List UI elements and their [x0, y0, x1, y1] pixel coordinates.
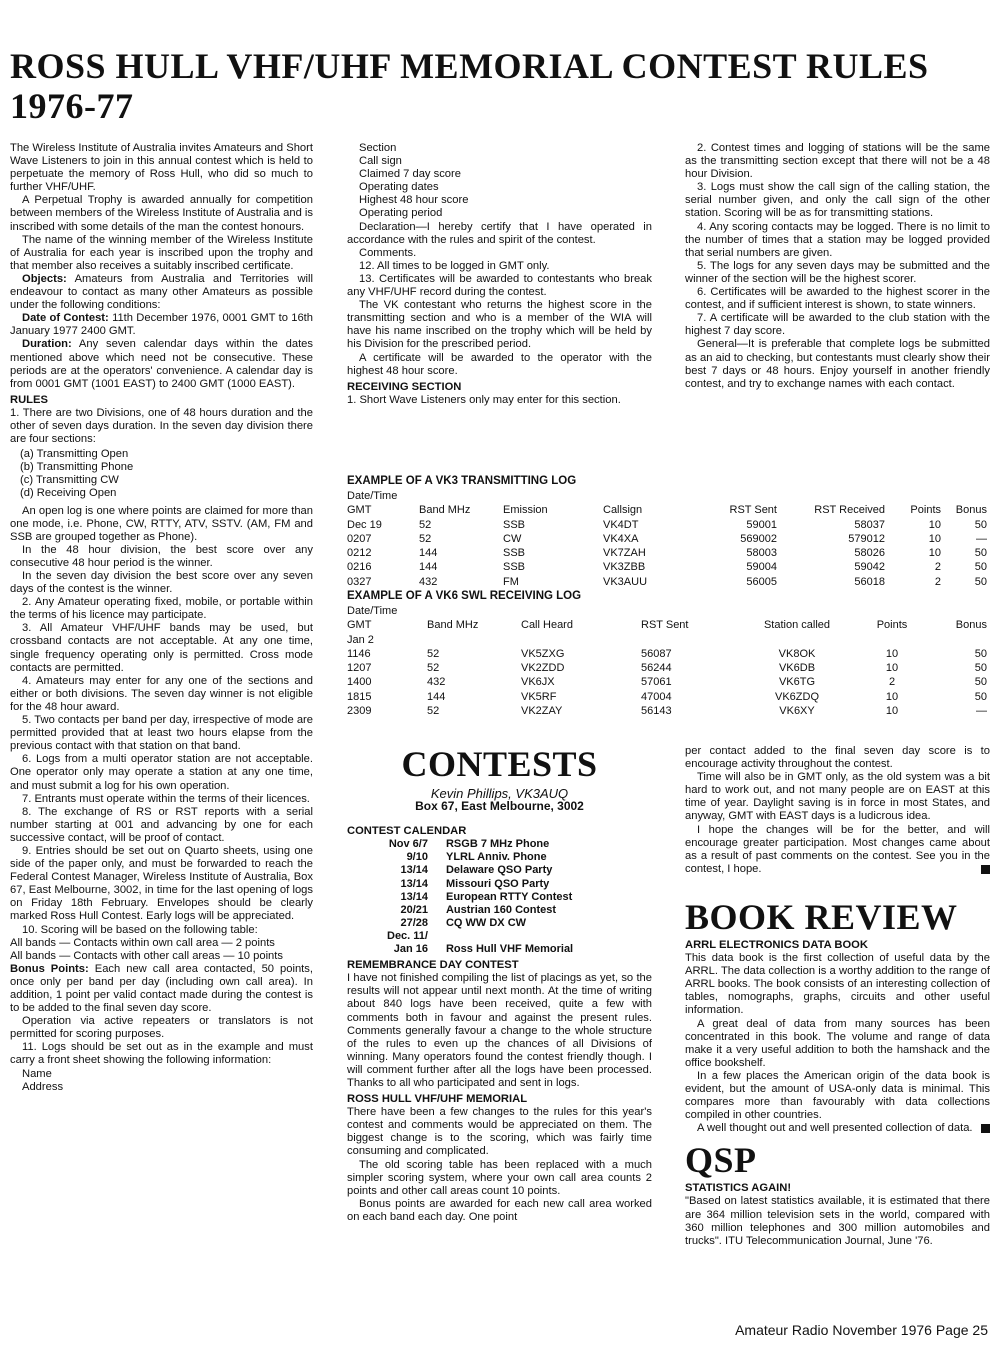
list-item: (c) Transmitting CW — [20, 474, 119, 487]
table-cell: VK6TG — [778, 676, 816, 689]
comments: Comments. — [359, 246, 417, 259]
table-row — [347, 661, 987, 675]
table-cell: 0207 — [347, 532, 372, 545]
calendar-date: 13/14 — [400, 864, 428, 877]
log-date: Jan 2 — [347, 633, 374, 646]
qsp-heading: QSP — [685, 1140, 757, 1181]
calendar-event: YLRL Anniv. Phone — [445, 851, 547, 864]
book-review-3: In a few places the American origin of the data book is evident, but the amount of USA-only data is minimal. This compares more than favourably with data collections compiled in other countries. — [685, 1069, 990, 1122]
calendar-item — [387, 917, 577, 930]
table-cell: 10 — [885, 647, 899, 660]
tx-log-title: EXAMPLE OF A VK3 TRANSMITTING LOG — [347, 475, 577, 487]
contests-gmt: Time will also be in GMT only, as the old system was a bit hard to work out, and not many people are on EAST at this time of year. Daylight saving is in force in most States, and anyway, GMT with EAST days is a ludicrous idea. — [685, 771, 990, 823]
table-row — [347, 690, 987, 704]
calendar-date: 13/14 — [400, 877, 428, 890]
rule-6: 6. Logs from a multi operator station are not acceptable. One operator only may operate a station at any one time, and must submit a log for his own operation. — [10, 753, 313, 792]
duration: Duration: Any seven calendar days within the dates mentioned above which need not be consecutive. These periods are at the operators' convenience. A calendar day is from 0001 GMT (1001 EAST) to 2400 GMT (1000 EAST). — [10, 338, 313, 390]
table-row — [347, 647, 987, 661]
list-item: Call sign — [359, 155, 402, 168]
table-cell: 50 — [974, 518, 987, 531]
table-cell: 56018 — [854, 575, 885, 588]
contests-closing: I hope the changes will be for the better, and will encourage greater participation. Most changes came about as a result of past comments on the contest. See you in the contest, I hope. — [685, 823, 990, 875]
receiving-heading: RECEIVING SECTION — [347, 380, 462, 393]
table-row — [347, 489, 987, 503]
rules-heading: RULES — [10, 393, 48, 406]
column-header: GMT — [347, 619, 372, 632]
table-cell: 47004 — [641, 690, 672, 703]
front-sheet-list — [359, 142, 652, 221]
receiving-rule-1: 1. Short Wave Listeners only may enter for this section. — [347, 393, 621, 406]
list-item: Operating period — [359, 207, 443, 220]
ross-hull-heading: ROSS HULL VHF/UHF MEMORIAL — [347, 1093, 528, 1106]
table-cell: VK6DB — [778, 662, 816, 675]
column-header: Points — [910, 504, 941, 517]
table-cell: 144 — [419, 561, 438, 574]
rule-1: 1. There are two Divisions, one of 48 hours duration and the other of seven days duration. In the seven day division there are four sections: — [10, 406, 313, 446]
rule-3: 3. All Amateur VHF/UHF bands may be used, but crossband contacts are not acceptable. At any one time, single frequency operating only is permitted. Cross mode contacts are permitted. — [10, 622, 313, 674]
table-cell: 50 — [974, 547, 987, 560]
calendar-heading: CONTEST CALENDAR — [347, 825, 467, 838]
table-row — [347, 604, 987, 618]
book-review-1: This data book is the first collection of useful data by the ARRL. The data collection is a worthy addition to the range of ARRL books. The book consists of an interesting collection of tables, nomographs, graphs, circuits and other useful information. — [685, 952, 990, 1017]
table-cell: 50 — [974, 575, 987, 588]
rule-11: 11. Logs should be set out as in the example and must carry a front sheet showing the following information: — [10, 1041, 313, 1067]
winner-paragraph: The name of the winning member of the Wireless Institute of Australia for each year is inscribed upon the trophy and that member also receives a suitably inscribed certificate. — [10, 233, 313, 272]
date-time-label: Date/Time — [347, 605, 398, 617]
table-cell: 2 — [934, 575, 941, 588]
receiving-rule-6: 6. Certificates will be awarded to the highest scorer in the contest, and if sufficient interest is shown, to state winners. — [685, 286, 990, 312]
table-cell: 10 — [928, 518, 941, 531]
table-row — [347, 560, 987, 574]
receiving-rule-5: 5. The logs for any seven days may be submitted and the winner of the section will be the highest scorer. — [685, 259, 990, 285]
table-cell: 56087 — [641, 647, 672, 660]
vk-trophy: The VK contestant who returns the highest score in the transmitting section and who is a member of the WIA will have his name inscribed on the trophy which will be held by his Division for the prescribed period. — [347, 299, 652, 351]
table-cell: 52 — [427, 705, 440, 718]
table-cell: 59001 — [746, 518, 777, 531]
ross-hull-text-3: Bonus points are awarded for each new call area worked on each band each day. One point — [347, 1197, 652, 1223]
table-cell: VK3AUU — [603, 575, 648, 588]
rule-2: 2. Any Amateur operating fixed, mobile, or portable within the terms of his licence may participate. — [10, 596, 313, 622]
table-cell: 10 — [928, 547, 941, 560]
calendar-date: Jan 16 — [393, 943, 428, 956]
calendar-item — [387, 891, 577, 904]
calendar-event: Ross Hull VHF Memorial — [445, 943, 574, 956]
table-cell: VK5ZXG — [521, 647, 565, 660]
table-header — [347, 618, 987, 632]
table-header — [347, 503, 987, 517]
column-header: Points — [876, 619, 908, 632]
list-item: Name — [22, 1067, 52, 1080]
calendar-event — [446, 930, 577, 943]
table-cell: VK7ZAH — [603, 547, 646, 560]
score-own-area: All bands — Contacts within own call area — 2 points — [10, 936, 275, 949]
list-item: (a) Transmitting Open — [20, 448, 129, 461]
rules-column-2 — [347, 142, 652, 458]
calendar-item — [387, 838, 577, 851]
ross-hull-text-2: The old scoring table has been replaced with a much simpler scoring system, where your own call area counts 2 points and other call areas count 10 points. — [347, 1158, 652, 1197]
table-row — [347, 575, 987, 589]
table-cell: 144 — [419, 547, 438, 560]
calendar-item — [387, 943, 577, 956]
rule-10: 10. Scoring will be based on the following table: — [22, 923, 258, 936]
end-mark-icon — [981, 865, 990, 874]
contests-column — [347, 745, 652, 1310]
table-cell: 2 — [934, 561, 941, 574]
sections-list — [20, 448, 313, 500]
ross-hull-text-1: There have been a few changes to the rules for this year's contest and comments would be appreciated on them. The biggest change is to the scoring, which was fairly time consuming and complicated. — [347, 1106, 652, 1158]
list-item: Operating dates — [359, 181, 439, 194]
table-cell: 57061 — [641, 676, 672, 689]
author: Kevin Phillips, VK3AUQ — [430, 786, 569, 801]
end-mark-icon — [981, 1124, 990, 1133]
table-cell: 1400 — [347, 676, 372, 689]
objects: Objects: Amateurs from Australia and Territories will endeavour to contact as many other Amateurs as possible under the following conditions: — [10, 272, 313, 312]
book-review-4: A well thought out and well presented collection of data. — [685, 1122, 990, 1135]
column-header: Band MHz — [419, 504, 471, 517]
qsp-subheading: STATISTICS AGAIN! — [685, 1182, 792, 1195]
column-header: GMT — [347, 504, 372, 517]
calendar-item — [387, 878, 577, 891]
division-7: In the seven day division the best score over any seven days of the contest is the winner. — [10, 570, 313, 596]
contest-date: Date of Contest: 11th December 1976, 0001 GMT to 16th January 1977 2400 GMT. — [10, 312, 313, 338]
calendar-item — [387, 864, 577, 877]
rules-column-1 — [10, 142, 313, 1312]
rule-9: 9. Entries should be set out on Quarto sheets, using one side of the paper only, and must be forwarded to reach the Federal Contest Manager, Wireless Institute of Australia, Box 67, East Melbourne, 3002, in time for the last opening of logs on Friday 18th February. Envelopes should be clearly marked Ross Hull Contest. Early logs will be appreciated. — [10, 844, 313, 923]
page-title: ROSS HULL VHF/UHF MEMORIAL CONTEST RULES 1976-77 — [10, 46, 929, 126]
table-cell: 2 — [888, 676, 896, 689]
score-other-area: All bands — Contacts with other call areas — 10 points — [10, 949, 283, 962]
calendar-event: CQ WW DX CW — [445, 916, 527, 929]
table-cell: 10 — [885, 690, 899, 703]
book-title: ARRL ELECTRONICS DATA BOOK — [685, 938, 868, 951]
page-footer: Amateur Radio November 1976 Page 25 — [735, 1322, 988, 1338]
qsp-text: "Based on latest statistics available, it is estimated that there are 364 million television sets in the world, compared with 360 million telephones and 300 million automobiles and trucks". ITU Telecommunication Journal, June '76. — [685, 1195, 990, 1247]
table-cell: — — [976, 532, 987, 545]
table-cell: VK6JX — [521, 676, 555, 689]
column-header: RST Received — [814, 504, 885, 517]
calendar-date: 13/14 — [400, 890, 428, 903]
rule-13: 13. Certificates will be awarded to contestants who break any VHF/UHF record during the contest. — [347, 272, 652, 299]
rule-8: 8. The exchange of RS or RST reports with a serial number starting at 001 and advancing by one for each successive contact, will be proof of contact. — [10, 805, 313, 844]
table-cell: 50 — [974, 561, 987, 574]
column-header: Call Heard — [521, 619, 573, 632]
table-cell: SSB — [503, 518, 526, 531]
table-cell: SSB — [503, 561, 526, 574]
table-cell: VK4DT — [603, 518, 639, 531]
table-cell: 1815 — [347, 690, 372, 703]
table-cell: 10 — [885, 662, 899, 675]
table-cell: FM — [503, 575, 519, 588]
column-header: Station called — [763, 619, 831, 632]
table-cell: — — [976, 705, 987, 718]
open-log: An open log is one where points are claimed for more than one mode, i.e. Phone, CW, RTTY, ATV, SSTV. (AM, FM and SSB are grouped together as Phone). — [10, 504, 313, 543]
tx-log-table — [347, 489, 987, 589]
remembrance-heading: REMEMBRANCE DAY CONTEST — [347, 959, 519, 972]
front-sheet-list — [22, 1068, 313, 1094]
repeaters: Operation via active repeaters or translators is not permitted for scoring purposes. — [10, 1015, 313, 1041]
calendar-item — [387, 930, 577, 943]
table-cell: 52 — [427, 662, 440, 675]
intro: The Wireless Institute of Australia invites Amateurs and Short Wave Listeners to join in this annual contest which is held to perpetuate the memory of Ross Hull, who did so much to further VHF/UHF. — [10, 142, 313, 194]
swl-log-table — [347, 604, 987, 718]
table-cell: CW — [503, 532, 522, 545]
calendar-date: 27/28 — [400, 916, 428, 929]
calendar-event: Austrian 160 Contest — [445, 903, 557, 916]
table-cell: 50 — [974, 647, 987, 660]
table-cell: 52 — [419, 518, 432, 531]
receiving-rule-3: 3. Logs must show the call sign of the calling station, the serial number given, and only the call sign of the other station. Scoring will be as for transmitting stations. — [685, 181, 990, 220]
calendar-event: Missouri QSO Party — [445, 877, 550, 890]
table-row — [347, 704, 987, 718]
table-cell: VK2ZDD — [521, 662, 565, 675]
table-cell: VK2ZAY — [521, 705, 563, 718]
table-cell: 56143 — [641, 705, 672, 718]
calendar-event: Delaware QSO Party — [445, 864, 553, 877]
table-cell: 0212 — [347, 547, 372, 560]
table-cell: VK6XY — [779, 705, 815, 718]
list-item: (d) Receiving Open — [20, 487, 117, 500]
rule-4: 4. Amateurs may enter for any one of the sections and either or both divisions. The seven day winner is not eligible for the 48 hour award. — [10, 674, 313, 713]
calendar-event: RSGB 7 MHz Phone — [445, 838, 550, 851]
calendar-date: Nov 6/7 — [388, 838, 428, 851]
remembrance-text: I have not finished compiling the list of placings as yet, so the results will not appear until next month. At the time of writing about 840 logs have been received, quite a few with comments both in favour and against the present rules. Comments generally favour a change to the whole structure of the rules to even up the chances of all Divisions of winning. Many operators found the contest friendly though. I will comment further after all the logs have been processed. Thanks to all who participated and sent in logs. — [347, 972, 652, 1089]
contests-heading: CONTESTS — [401, 745, 598, 784]
table-cell: 59004 — [746, 561, 777, 574]
table-cell: 52 — [419, 532, 432, 545]
swl-log-title: EXAMPLE OF A VK6 SWL RECEIVING LOG — [347, 590, 582, 602]
date-time-label: Date/Time — [347, 490, 398, 502]
trophy-paragraph: A Perpetual Trophy is awarded annually for competition between members of the Wireless Institute of Australia and is inscribed with some details of the man the contest honours. — [10, 194, 313, 233]
receiving-rule-2: 2. Contest times and logging of stations will be the same as the transmitting section except that there will not be a 48 hour Division. — [685, 142, 990, 181]
calendar-item — [387, 904, 577, 917]
table-cell: SSB — [503, 547, 526, 560]
certificate-48: A certificate will be awarded to the operator with the highest 48 hour score. — [347, 351, 652, 377]
book-review-heading: BOOK REVIEW — [685, 896, 958, 937]
table-row — [347, 518, 987, 532]
receiving-rule-7: 7. A certificate will be awarded to the club station with the highest 7 day score. — [685, 312, 990, 338]
column-header: RST Sent — [641, 619, 689, 632]
table-cell: 56244 — [641, 662, 672, 675]
column-header: Band MHz — [427, 619, 479, 632]
table-cell: 50 — [974, 676, 987, 689]
table-cell: 569002 — [740, 532, 777, 545]
column-5 — [685, 745, 990, 1310]
column-header: Emission — [503, 504, 548, 517]
rules-column-3 — [685, 142, 990, 458]
table-row — [347, 675, 987, 689]
table-cell: 10 — [928, 532, 941, 545]
table-cell: 58026 — [854, 547, 885, 560]
contest-calendar — [387, 838, 577, 956]
list-item: (b) Transmitting Phone — [20, 461, 134, 474]
table-cell: 1207 — [347, 662, 372, 675]
rule-12: 12. All times to be logged in GMT only. — [359, 259, 550, 272]
table-cell: 579012 — [848, 532, 885, 545]
table-cell: 56005 — [746, 575, 777, 588]
division-48: In the 48 hour division, the best score over any consecutive 48 hour period is the winner. — [10, 543, 313, 569]
contests-continued: per contact added to the final seven day score is to encourage activity throughout the contest. — [685, 745, 990, 771]
table-cell: VK6ZDQ — [774, 690, 819, 703]
table-cell: 50 — [974, 690, 987, 703]
table-cell: VK8OK — [778, 647, 816, 660]
list-item: Section — [359, 142, 397, 154]
table-cell: VK4XA — [603, 532, 639, 545]
table-cell: 144 — [427, 690, 446, 703]
table-cell: Dec 19 — [347, 518, 382, 531]
column-header: Bonus — [955, 504, 987, 517]
table-cell: 58037 — [854, 518, 885, 531]
table-cell: 432 — [419, 575, 438, 588]
author-address: Box 67, East Melbourne, 3002 — [415, 799, 584, 814]
table-cell: 1146 — [347, 647, 371, 660]
column-header: Callsign — [603, 504, 643, 517]
table-cell: 10 — [885, 705, 899, 718]
table-cell: 50 — [974, 662, 987, 675]
calendar-date: Dec. 11/ — [387, 929, 428, 942]
book-review-2: A great deal of data from many sources has been concentrated in this book. The volume and range of data make it a very useful addition to both the hamshack and the office bookshelf. — [685, 1017, 990, 1069]
calendar-event: European RTTY Contest — [445, 890, 573, 903]
table-cell: 58003 — [746, 547, 777, 560]
declaration: Declaration—I hereby certify that I have operated in accordance with the rules and spirit of the contest. — [347, 220, 652, 246]
column-header: RST Sent — [729, 504, 777, 517]
calendar-item — [387, 851, 577, 864]
table-row — [347, 532, 987, 546]
calendar-date: 20/21 — [400, 903, 428, 916]
table-cell: 52 — [427, 647, 440, 660]
calendar-date: 9/10 — [406, 851, 428, 864]
column-header: Bonus — [955, 619, 987, 632]
receiving-rule-4: 4. Any scoring contacts may be logged. There is no limit to the number of times that a station may be logged provided that serial numbers are given. — [685, 220, 990, 259]
list-item: Highest 48 hour score — [359, 194, 469, 207]
table-cell: 432 — [427, 676, 446, 689]
table-cell: 59042 — [854, 561, 885, 574]
table-row — [347, 633, 987, 647]
rule-7: 7. Entrants must operate within the terms of their licences. — [22, 792, 310, 805]
table-cell: VK3ZBB — [603, 561, 646, 574]
table-cell: 2309 — [347, 705, 372, 718]
list-item: Claimed 7 day score — [359, 168, 461, 181]
table-cell: 0327 — [347, 575, 372, 588]
bonus-points: Bonus Points: Each new call area contacted, 50 points, once only per band per day (including own call area). In addition, 1 point per valid contact made during the contest is to be added to the final seven day score. — [10, 962, 313, 1015]
list-item: Address — [22, 1080, 64, 1093]
table-cell: 0216 — [347, 561, 372, 574]
table-cell: VK5RF — [521, 690, 557, 703]
rule-5: 5. Two contacts per band per day, irrespective of mode are permitted provided that at least two hours elapse from the previous contact with that station on that band. — [10, 714, 313, 753]
general: General—It is preferable that complete logs be submitted as an aid to checking, but contestants must clearly show their best 7 days or 48 hours. Enjoy yourself in another friendly contest, and try to exchange names with each contact. — [685, 338, 990, 390]
table-row — [347, 546, 987, 560]
